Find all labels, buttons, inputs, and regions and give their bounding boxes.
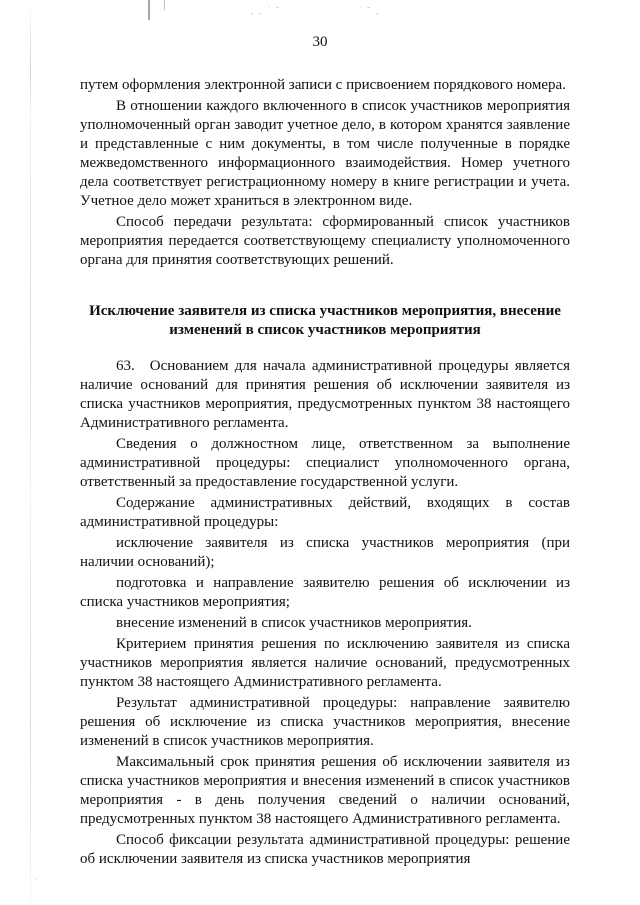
paragraph: внесение изменений в список участников мероприятия. [116, 615, 472, 631]
scan-speckle-artifact: ˙ [34, 878, 39, 887]
paragraph: Сведения о должностном лице, ответственном за выполнение административной процедуры: специалист уполномоченного органа, ответственный за предоставление государственной услуги. [80, 436, 570, 490]
paragraph: Способ фиксации результата административной процедуры: решение об исключении заявителя из списка участников мероприятия [80, 832, 570, 867]
paragraph: Содержание административных действий, входящих в состав административной процедуры: [80, 495, 570, 530]
scan-speckle-artifact: ˛ ˛ ˙ ˘ [250, 6, 281, 15]
paragraph: Максимальный срок принятия решения об исключении заявителя из списка участников мероприятия и внесения изменений в список участников мероприятия - в день получения сведений о наличии оснований, предусмотренных пунктом 38 настоящего Административного регламента. [80, 754, 570, 827]
paragraph: путем оформления электронной записи с присвоением порядкового номера. [80, 77, 566, 93]
document-body-bottom [80, 357, 570, 871]
paragraph: исключение заявителя из списка участников мероприятия (при наличии оснований); [80, 535, 570, 570]
section-heading: Исключение заявителя из списка участников мероприятия, внесение изменений в список участников мероприятия [89, 303, 561, 338]
paragraph: Критерием принятия решения по исключению заявителя из списка участников мероприятия является наличие оснований, предусмотренных пунктом 38 настоящего Административного регламента. [80, 636, 570, 690]
scan-speckle-artifact: ˙ ˘ ˛ [358, 6, 381, 15]
paragraph: Результат административной процедуры: направление заявителю решения об исключение из списка участников мероприятия, внесение изменений в список участников мероприятия. [80, 695, 570, 749]
document-body-top [80, 76, 570, 272]
scan-mark-artifact [148, 0, 150, 20]
paragraph: В отношении каждого включенного в список участников мероприятия уполномоченный орган заводит учетное дело, в котором хранятся заявление и представленные с ним документы, в том числе полученные в порядке межведомственного информационного взаимодействия. Номер учетного дела соответствует регистрационному номеру в книге регистрации и учета. Учетное дело может храниться в электронном виде. [80, 98, 570, 209]
scan-edge-artifact [30, 0, 31, 905]
scan-speckle-artifact: ˙ [318, 18, 323, 27]
paragraph: подготовка и направление заявителю решения об исключении из списка участников мероприятия; [80, 575, 570, 610]
scan-mark-artifact [164, 0, 165, 10]
paragraph: Способ передачи результата: сформированный список участников мероприятия передается соответствующему специалисту уполномоченного органа для принятия соответствующих решений. [80, 214, 570, 268]
paragraph: 63. Основанием для начала административной процедуры является наличие оснований для принятия решения об исключении заявителя из списка участников мероприятия, предусмотренных пунктом 38 настоящего Административного регламента. [80, 358, 570, 431]
page-number: 30 [312, 34, 328, 50]
